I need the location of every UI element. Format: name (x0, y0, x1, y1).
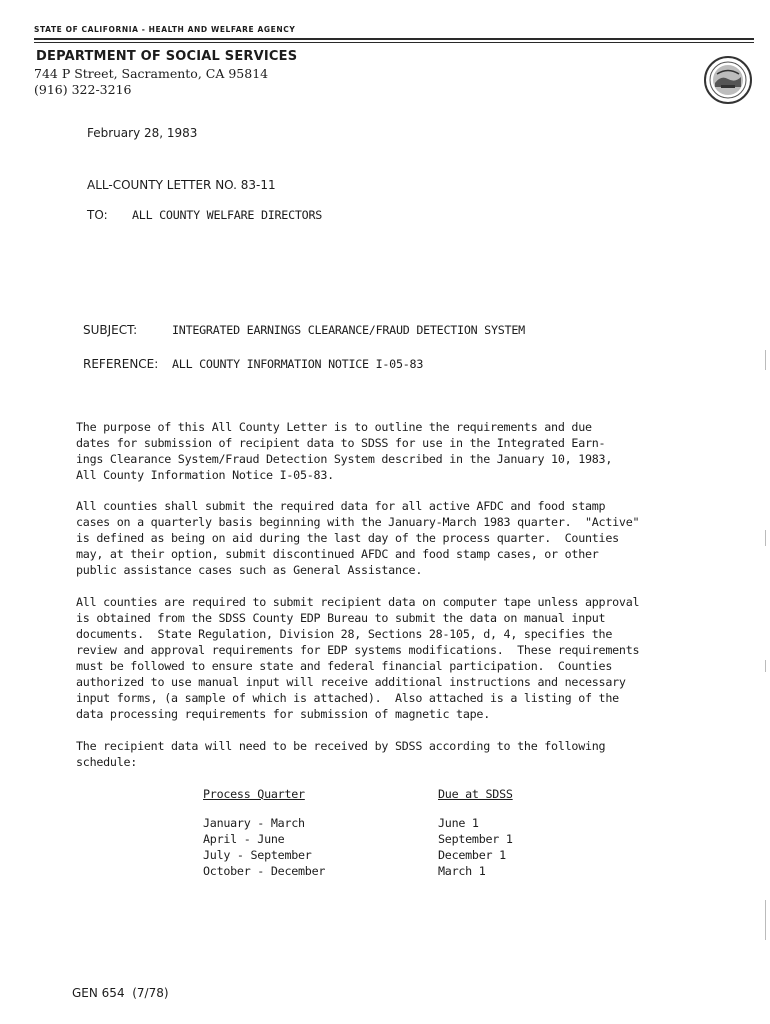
schedule-due: December 1 (438, 848, 506, 862)
paragraph-tape-submission: All counties are required to submit recipient data on computer tape unless approval is obtained from the SDSS County EDP Bureau to submit the data on manual input documents. State Regulation, Division 28, Sections 28-105, d, 4, specifies the review and approval requirements for EDP systems modifications. These requirements must be followed to ensure state and federal financial participation. Counties authorized to use manual input will receive additional instructions and necessary input forms, (a sample of which is attached). Also attached is a listing of the data processing requirements for submission of magnetic tape. (76, 595, 640, 721)
schedule-due: March 1 (438, 864, 486, 878)
form-number: GEN 654 (7/78) (72, 986, 169, 1000)
agency-name: STATE OF CALIFORNIA - HEALTH AND WELFARE AGENCY (34, 25, 296, 34)
state-seal-icon (703, 55, 753, 105)
department-name: DEPARTMENT OF SOCIAL SERVICES (36, 49, 298, 64)
letter-date: February 28, 1983 (87, 126, 198, 140)
subject-value: INTEGRATED EARNINGS CLEARANCE/FRAUD DETECTION SYSTEM (172, 323, 525, 337)
schedule-due: September 1 (438, 832, 513, 846)
schedule-quarter: April - June (203, 832, 285, 846)
to-value: ALL COUNTY WELFARE DIRECTORS (132, 208, 323, 222)
header-rule-thin (34, 42, 754, 43)
scan-mark (765, 900, 766, 940)
schedule-quarter: October - December (203, 864, 326, 878)
header-rule (34, 38, 754, 40)
reference-label: REFERENCE: (83, 357, 159, 371)
schedule-header-quarter: Process Quarter (203, 787, 305, 801)
to-label: TO: (87, 208, 108, 222)
paragraph-purpose: The purpose of this All County Letter is to outline the requirements and due dates for submission of recipient data to SDSS for use in the Integrated Earn- ings Clearance System/Fraud Detection System described in the January 10, 1983, All County Information Notice I-05-83. (76, 420, 613, 482)
scan-mark (765, 350, 766, 370)
paragraph-schedule-intro: The recipient data will need to be received by SDSS according to the following schedule: (76, 739, 606, 769)
scan-mark (765, 660, 766, 672)
reference-value: ALL COUNTY INFORMATION NOTICE I-05-83 (172, 357, 424, 371)
schedule-quarter: July - September (203, 848, 312, 862)
address-line: 744 P Street, Sacramento, CA 95814 (34, 66, 269, 81)
letter-number: ALL-COUNTY LETTER NO. 83-11 (87, 178, 276, 192)
scan-mark (765, 530, 766, 546)
schedule-header-due: Due at SDSS (438, 787, 513, 801)
paragraph-active-cases: All counties shall submit the required data for all active AFDC and food stamp cases on a quarterly basis beginning with the January-March 1983 quarter. "Active" is defined as being on aid during the last day of the process quarter. Counties may, at their option, submit discontinued AFDC and food stamp cases, or other public assistance cases such as General Assistance. (76, 499, 640, 577)
schedule-quarter: January - March (203, 816, 305, 830)
subject-label: SUBJECT: (83, 323, 138, 337)
schedule-due: June 1 (438, 816, 479, 830)
phone-line: (916) 322-3216 (34, 82, 132, 97)
